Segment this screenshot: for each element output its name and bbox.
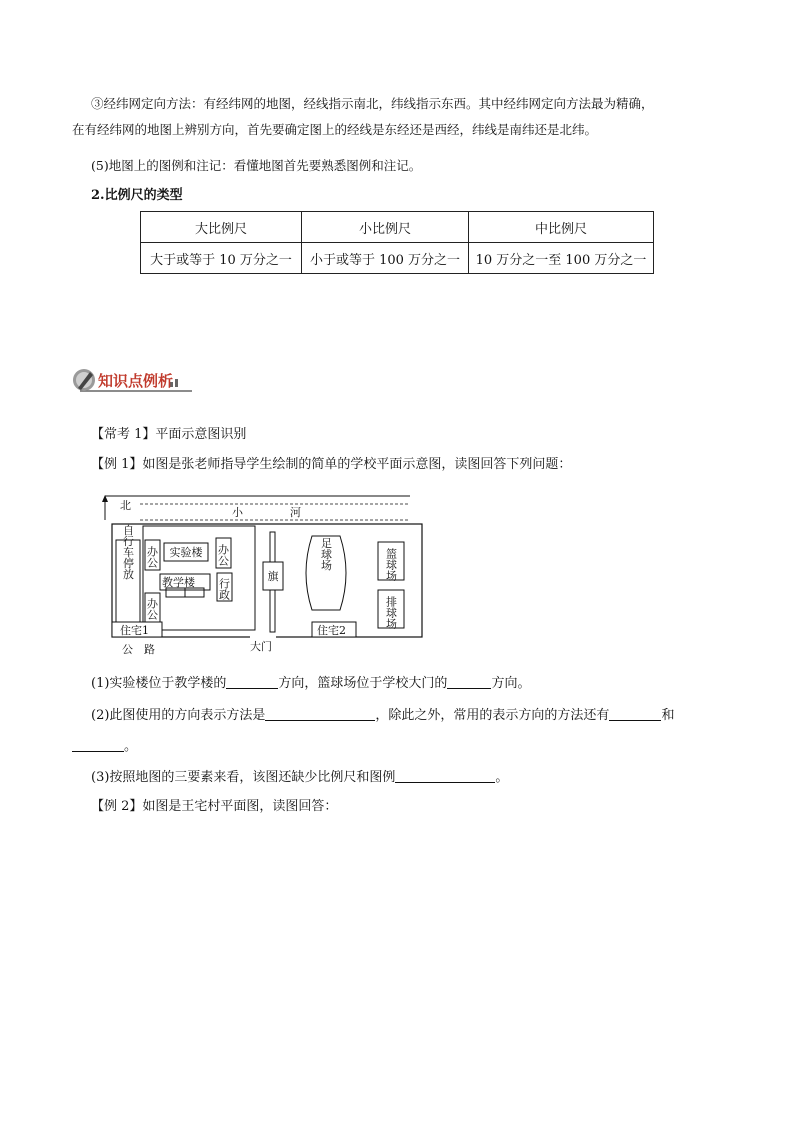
table-header-cell: 中比例尺 — [469, 212, 654, 243]
gate-label: 大门 — [250, 640, 272, 653]
home-2-label: 住宅2 — [317, 624, 346, 637]
answer-blank[interactable] — [609, 706, 661, 721]
question-3 — [91, 768, 508, 788]
paragraph-legend: (5)地图上的图例和注记：看懂地图首先要熟悉图例和注记。 — [91, 158, 422, 173]
river-label-1: 小 — [232, 506, 243, 519]
answer-blank[interactable] — [395, 768, 495, 783]
admin-office-label: 办公 — [216, 544, 230, 566]
paragraph-line-1: ③经纬网定向方法：有经纬网的地图，经线指示南北，纬线指示东西。其中经纬网定向方法最为精确， — [91, 96, 654, 111]
table-header-cell: 小比例尺 — [302, 212, 469, 243]
table-header-cell: 大比例尺 — [141, 212, 302, 243]
admin-label: 行政 — [217, 578, 231, 600]
table-cell: 小于或等于 100 万分之一 — [302, 243, 469, 274]
section-badge — [70, 366, 194, 394]
lab-building-label: 实验楼 — [169, 546, 203, 559]
volleyball-court-label: 排球场 — [384, 596, 398, 629]
school-map — [100, 490, 430, 660]
scale-table — [140, 211, 654, 274]
bike-area-label: 自行车停放 — [121, 524, 135, 580]
badge-title: 知识点例析 — [98, 372, 174, 390]
question-2-text-b: ，除此之外，常用的表示方向的方法还有 — [375, 708, 610, 723]
football-field-label: 足球场 — [319, 537, 333, 571]
question-2-text-a: (2)此图使用的方向表示方法是 — [91, 708, 266, 723]
paragraph-line-2: 在有经纬网的地图上辨别方向，首先要确定图上的经线是东经还是西经，纬线是南纬还是北纬。 — [72, 122, 598, 137]
table-cell: 大于或等于 10 万分之一 — [141, 243, 302, 274]
question-2-continued — [72, 737, 137, 757]
example-2-title: 【例 2】如图是王宅村平面图，读图回答： — [91, 799, 338, 814]
answer-blank[interactable] — [72, 737, 124, 752]
question-2-text-d: 。 — [124, 739, 138, 754]
home-1-label: 住宅1 — [120, 624, 149, 637]
table-row — [141, 243, 654, 274]
flag-label: 旗 — [267, 570, 279, 583]
question-3-text-a: (3)按照地图的三要素来看，该图还缺少比例尺和图例 — [91, 770, 396, 785]
table-header-row — [141, 212, 654, 243]
question-2-text-c: 和 — [661, 708, 675, 723]
answer-blank[interactable] — [447, 674, 491, 689]
answer-blank[interactable] — [265, 706, 375, 721]
office-bottom-label: 办公 — [145, 598, 159, 620]
road-label: 公 路 — [122, 643, 155, 656]
river-label-2: 河 — [290, 506, 301, 519]
question-1-text-b: 方向，篮球场位于学校大门的 — [278, 676, 448, 691]
section-title: 2.比例尺的类型 — [91, 188, 183, 203]
table-cell: 10 万分之一至 100 万分之一 — [469, 243, 654, 274]
question-1-text-c: 方向。 — [491, 676, 531, 691]
teaching-building-label: 教学楼 — [162, 576, 195, 589]
basketball-court-label: 篮球场 — [384, 548, 398, 581]
question-1-text-a: (1)实验楼位于教学楼的 — [91, 676, 227, 691]
office-top-label: 办公 — [145, 546, 159, 568]
answer-blank[interactable] — [226, 674, 278, 689]
north-label: 北 — [120, 499, 131, 512]
question-2 — [91, 706, 674, 726]
example-1-title: 【例 1】如图是张老师指导学生绘制的简单的学校平面示意图，读图回答下列问题： — [91, 457, 572, 472]
question-3-text-b: 。 — [495, 770, 509, 785]
topic-title: 【常考 1】平面示意图识别 — [91, 427, 247, 442]
question-1 — [91, 674, 530, 694]
